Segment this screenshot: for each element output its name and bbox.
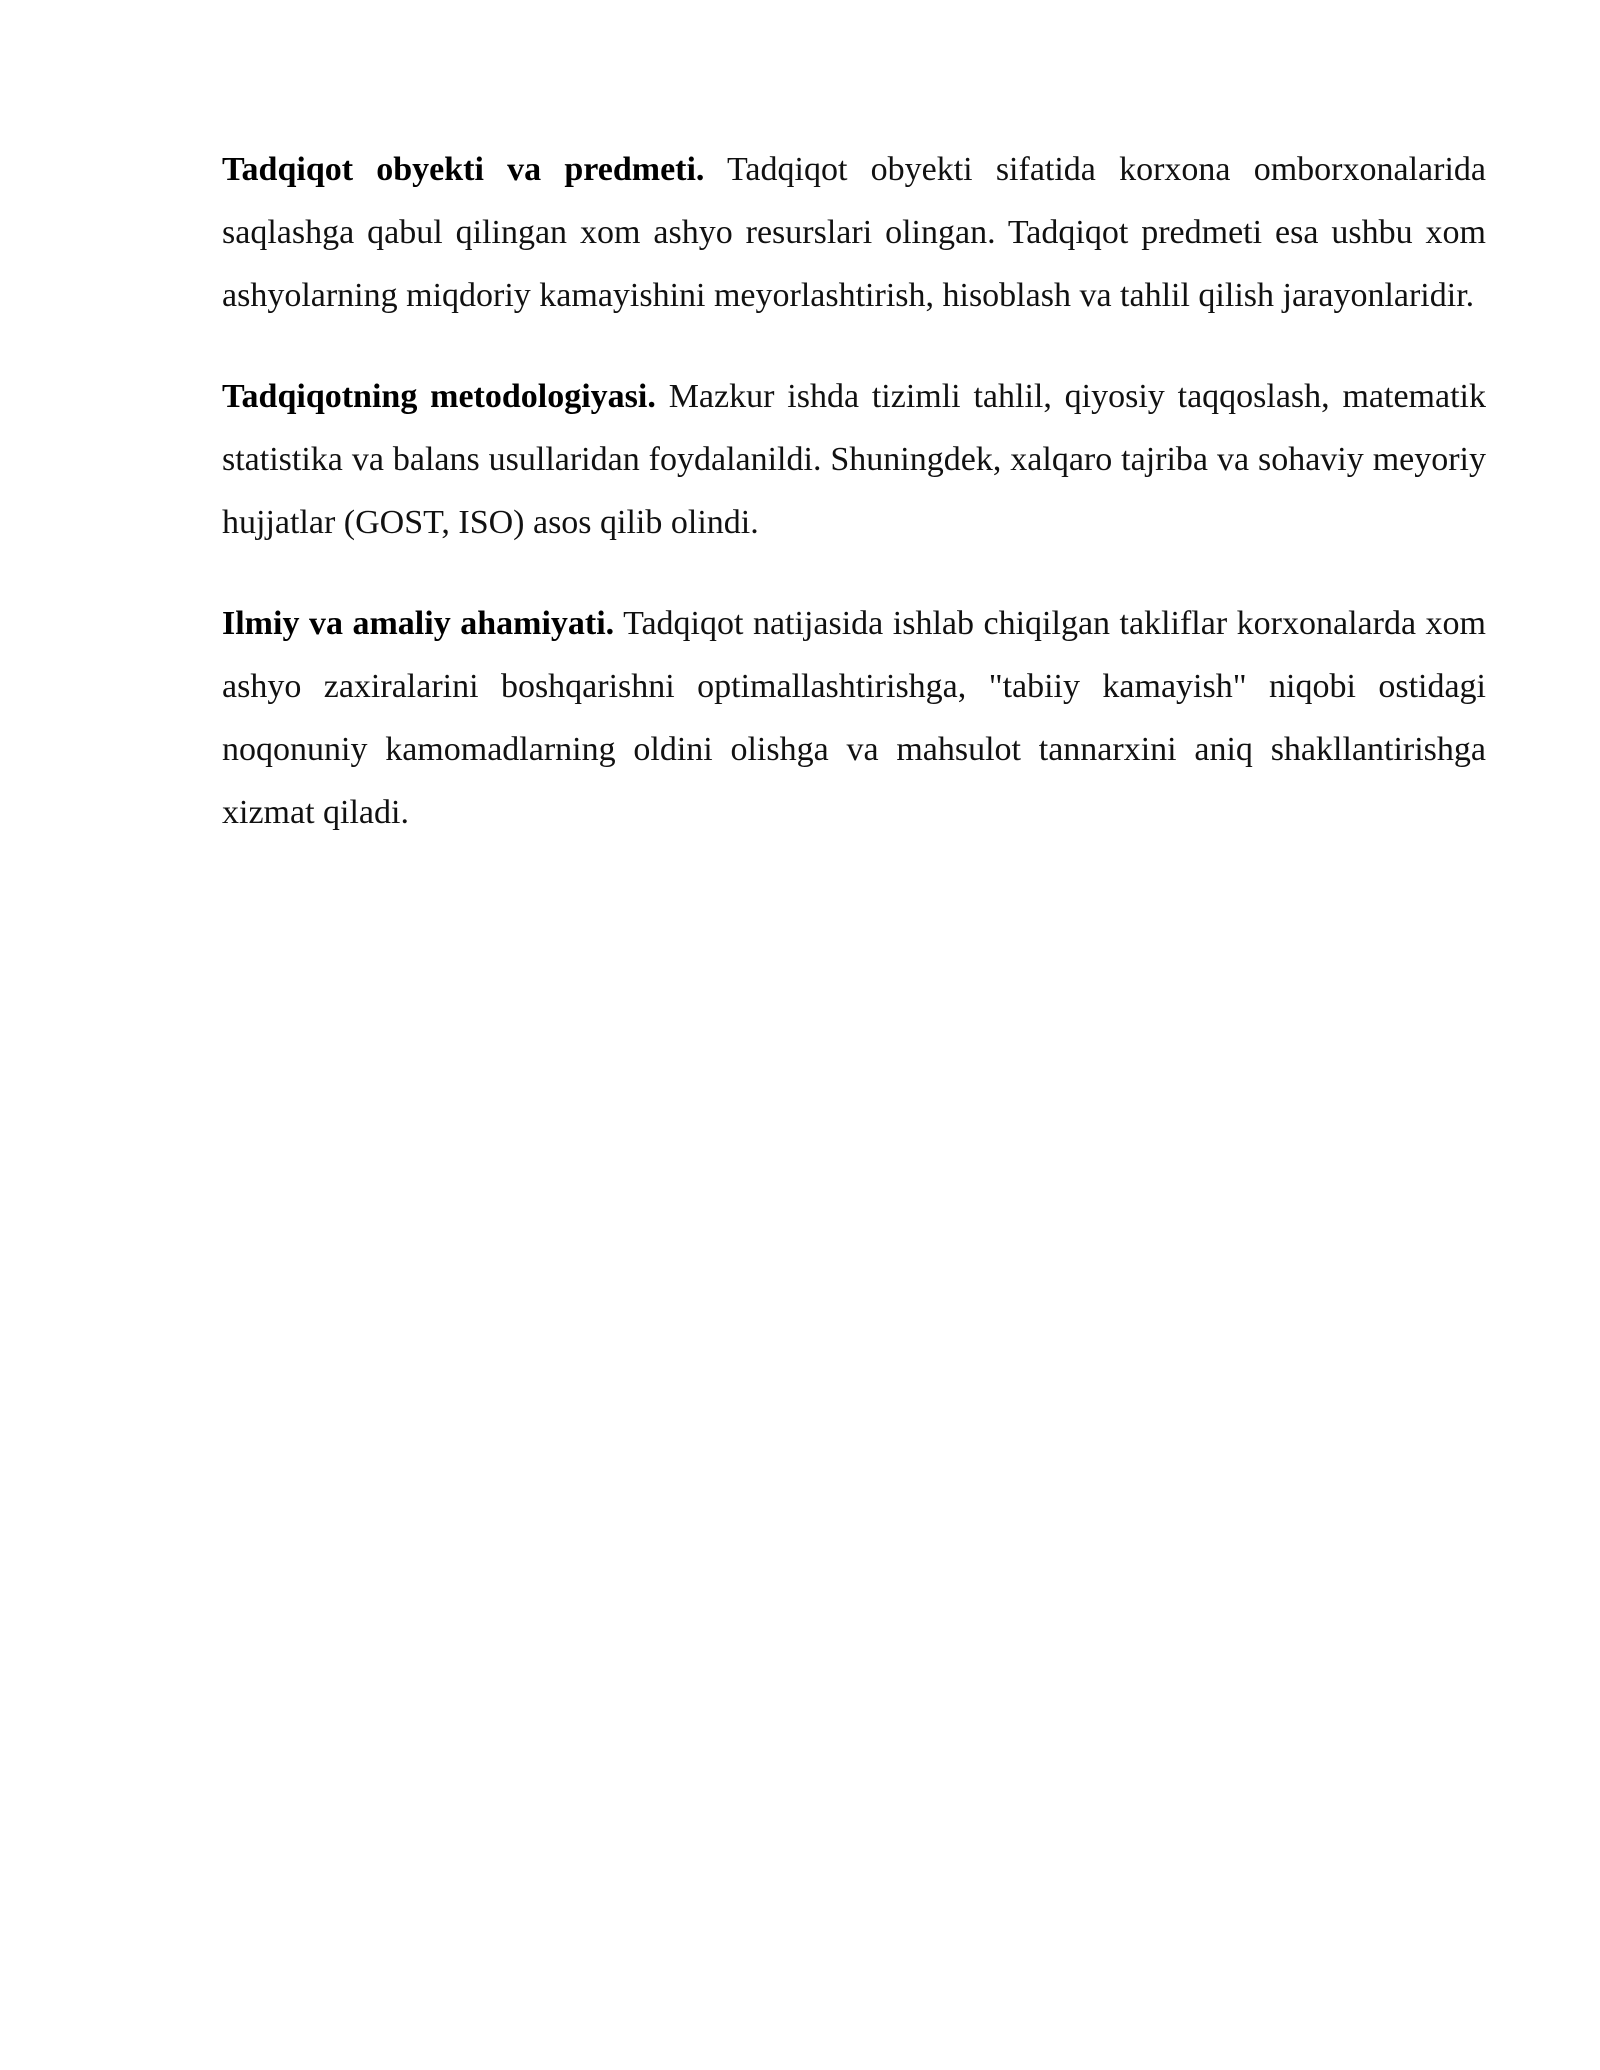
paragraph-significance — [222, 592, 1486, 844]
paragraph-text: Tadqiqot natijasida ishlab chiqilgan takliflar korxonalarda xom ashyo zaxiralarini boshqarishni optimallashtirishga, "tabiiy kamayish" niqobi ostidagi noqonuniy kamomadlarning oldini olishga va mahsulot tannarxini aniq shakllantirishga xizmat qiladi. — [222, 605, 1487, 831]
paragraph-research-object — [222, 138, 1486, 327]
paragraph-heading: Tadqiqot obyekti va predmeti. — [222, 151, 705, 188]
paragraph-heading: Ilmiy va amaliy ahamiyati. — [222, 605, 615, 642]
paragraph-text: Mazkur ishda tizimli tahlil, qiyosiy taqqoslash, matematik statistika va balans usullaridan foydalanildi. Shuningdek, xalqaro tajriba va sohaviy meyoriy hujjatlar (GOST, ISO) asos qilib olindi. — [222, 378, 1486, 541]
paragraph-methodology — [222, 365, 1486, 554]
paragraph-text: Tadqiqot obyekti sifatida korxona omborxonalarida saqlashga qabul qilingan xom ashyo resurslari olingan. Tadqiqot predmeti esa ushbu xom ashyolarning miqdoriy kamayishini meyorlashtirish, hisoblash va tahlil qilish jarayonlaridir. — [222, 151, 1486, 314]
paragraph-heading: Tadqiqotning metodologiyasi. — [222, 378, 656, 415]
document-body — [222, 138, 1486, 882]
